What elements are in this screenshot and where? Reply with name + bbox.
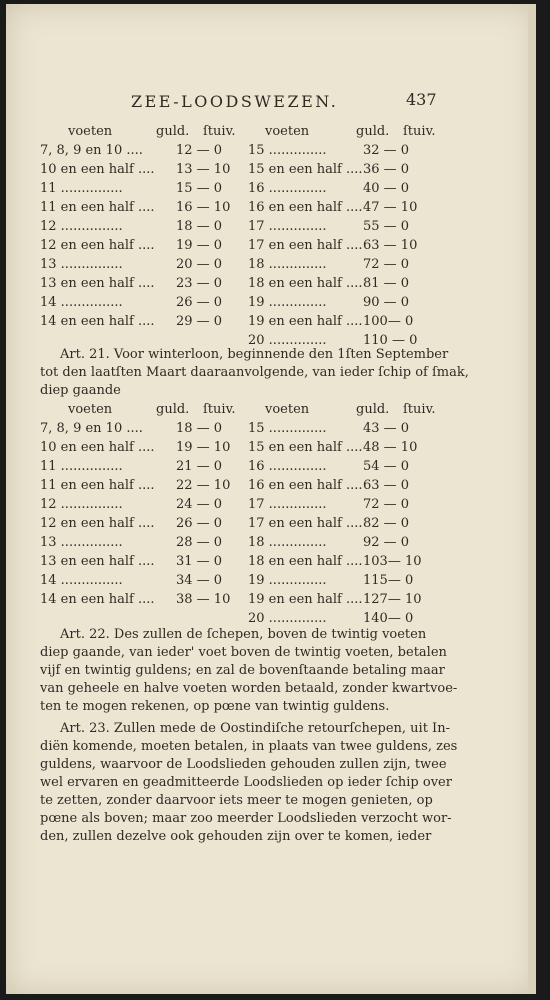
right-depth: 15 .............. — [248, 421, 327, 436]
left-depth: 11 ............... — [40, 181, 123, 196]
right-rate: 36 — 0 — [363, 162, 410, 177]
left-rate: 34 — 0 — [176, 573, 223, 588]
table-row — [40, 554, 470, 573]
right-rate: 47 — 10 — [363, 200, 418, 215]
left-depth: 14 en een half .... — [40, 314, 155, 329]
text-line: diep gaande, van ieder' voet boven de twintig voeten, betalen — [40, 645, 447, 660]
table-row — [40, 478, 470, 497]
right-depth: 19 .............. — [248, 295, 327, 310]
left-rate: 38 — 10 — [176, 592, 231, 607]
left-depth: 13 en een half .... — [40, 554, 155, 569]
right-depth: 20 .............. — [248, 333, 327, 348]
left-depth: 12 en een half .... — [40, 238, 155, 253]
left-rate: 24 — 0 — [176, 497, 223, 512]
right-rate: 100— 0 — [363, 314, 414, 329]
right-depth: 19 en een half .... — [248, 314, 363, 329]
table-row — [40, 162, 470, 181]
right-rate: 72 — 0 — [363, 497, 410, 512]
text-line: pœne als boven; maar zoo meerder Loodslieden verzocht wor- — [40, 811, 452, 826]
right-depth: 17 .............. — [248, 497, 327, 512]
text-line: Art. 21. Voor winterloon, beginnende den 1ſten September — [60, 347, 449, 362]
summer-rate-table — [40, 124, 470, 352]
table-row — [40, 440, 470, 459]
text-line: guldens, waarvoor de Loodslieden gehouden zullen zijn, twee — [40, 757, 447, 772]
col-header-guld: guld. — [356, 124, 390, 139]
left-rate: 12 — 0 — [176, 143, 223, 158]
table-row — [40, 238, 470, 257]
text-line: te zetten, zonder daarvoor iets meer te mogen genieten, op — [40, 793, 433, 808]
left-depth: 14 ............... — [40, 573, 123, 588]
right-rate: 55 — 0 — [363, 219, 410, 234]
left-depth: 14 en een half .... — [40, 592, 155, 607]
left-rate: 19 — 0 — [176, 238, 223, 253]
left-rate: 22 — 10 — [176, 478, 231, 493]
right-rate: 63 — 0 — [363, 478, 410, 493]
table-row — [40, 497, 470, 516]
left-rate: 15 — 0 — [176, 181, 223, 196]
right-rate: 103— 10 — [363, 554, 422, 569]
table-row — [40, 143, 470, 162]
right-depth: 19 en een half .... — [248, 592, 363, 607]
col-header-stuiv: ſtuiv. — [203, 124, 236, 139]
left-depth: 7, 8, 9 en 10 .... — [40, 143, 143, 158]
article-21 — [40, 346, 469, 400]
left-rate: 18 — 0 — [176, 421, 223, 436]
left-rate: 13 — 10 — [176, 162, 231, 177]
text-line: diën komende, moeten betalen, in plaats van twee guldens, zes — [40, 739, 458, 754]
left-rate: 19 — 10 — [176, 440, 231, 455]
table-header-row — [40, 124, 470, 143]
table-row — [40, 200, 470, 219]
left-depth: 10 en een half .... — [40, 440, 155, 455]
left-rate: 16 — 10 — [176, 200, 231, 215]
left-depth: 13 en een half .... — [40, 276, 155, 291]
right-depth: 17 en een half .... — [248, 238, 363, 253]
right-rate: 43 — 0 — [363, 421, 410, 436]
table-row — [40, 535, 470, 554]
table-row — [40, 181, 470, 200]
left-rate: 20 — 0 — [176, 257, 223, 272]
right-depth: 19 .............. — [248, 573, 327, 588]
right-depth: 16 en een half .... — [248, 200, 363, 215]
right-depth: 20 .............. — [248, 611, 327, 626]
left-rate: 21 — 0 — [176, 459, 223, 474]
left-depth: 12 en een half .... — [40, 516, 155, 531]
page-edge — [528, 4, 536, 994]
right-rate: 81 — 0 — [363, 276, 410, 291]
right-depth: 15 en een half .... — [248, 440, 363, 455]
page-number: 437 — [406, 90, 437, 109]
right-depth: 18 en een half .... — [248, 554, 363, 569]
table-header-row — [40, 402, 470, 421]
right-rate: 72 — 0 — [363, 257, 410, 272]
left-depth: 7, 8, 9 en 10 .... — [40, 421, 143, 436]
right-depth: 18 .............. — [248, 257, 327, 272]
col-header-stuiv: ſtuiv. — [403, 124, 436, 139]
table-row — [40, 314, 470, 333]
right-rate: 127— 10 — [363, 592, 422, 607]
right-depth: 16 .............. — [248, 181, 327, 196]
table-row — [40, 573, 470, 592]
left-depth: 10 en een half .... — [40, 162, 155, 177]
table-row — [40, 276, 470, 295]
left-depth: 12 ............... — [40, 219, 123, 234]
right-rate: 54 — 0 — [363, 459, 410, 474]
right-depth: 18 .............. — [248, 535, 327, 550]
col-header-guld: guld. — [156, 124, 190, 139]
table-row — [40, 219, 470, 238]
right-depth: 16 .............. — [248, 459, 327, 474]
table-row — [40, 421, 470, 440]
table-row — [40, 459, 470, 478]
left-rate: 23 — 0 — [176, 276, 223, 291]
col-header-stuiv: ſtuiv. — [403, 402, 436, 417]
col-header-guld: guld. — [356, 402, 390, 417]
right-rate: 92 — 0 — [363, 535, 410, 550]
right-rate: 63 — 10 — [363, 238, 418, 253]
text-line: tot den laatſten Maart daaraanvolgende, van ieder ſchip of ſmak, — [40, 365, 469, 380]
left-depth: 13 ............... — [40, 257, 123, 272]
winter-rate-table — [40, 402, 470, 630]
table-row — [40, 516, 470, 535]
left-depth: 12 ............... — [40, 497, 123, 512]
book-page — [6, 4, 536, 994]
right-rate: 40 — 0 — [363, 181, 410, 196]
col-header-guld: guld. — [156, 402, 190, 417]
left-rate: 31 — 0 — [176, 554, 223, 569]
left-depth: 13 ............... — [40, 535, 123, 550]
article-22 — [40, 626, 458, 716]
right-rate: 110 — 0 — [363, 333, 418, 348]
right-rate: 82 — 0 — [363, 516, 410, 531]
text-line: Art. 23. Zullen mede de Oostindiſche retourſchepen, uit In- — [60, 721, 450, 736]
text-line: ten te mogen rekenen, op pœne van twintig guldens. — [40, 699, 390, 714]
table-row — [40, 257, 470, 276]
text-line: diep gaande — [40, 383, 121, 398]
table-row — [40, 592, 470, 611]
table-row — [40, 295, 470, 314]
right-depth: 15 .............. — [248, 143, 327, 158]
text-line: den, zullen dezelve ook gehouden zijn over te komen, ieder — [40, 829, 432, 844]
right-depth: 18 en een half .... — [248, 276, 363, 291]
left-depth: 11 en een half .... — [40, 478, 155, 493]
col-header-voeten: voeten — [265, 124, 310, 139]
text-line: vijf en twintig guldens; en zal de bovenſtaande betaling maar — [40, 663, 445, 678]
right-depth: 17 .............. — [248, 219, 327, 234]
col-header-voeten: voeten — [265, 402, 310, 417]
left-depth: 14 ............... — [40, 295, 123, 310]
text-line: Art. 22. Des zullen de ſchepen, boven de twintig voeten — [60, 627, 427, 642]
right-depth: 16 en een half .... — [248, 478, 363, 493]
left-rate: 28 — 0 — [176, 535, 223, 550]
right-rate: 48 — 10 — [363, 440, 418, 455]
col-header-voeten: voeten — [68, 124, 113, 139]
col-header-stuiv: ſtuiv. — [203, 402, 236, 417]
right-depth: 17 en een half .... — [248, 516, 363, 531]
right-rate: 32 — 0 — [363, 143, 410, 158]
text-line: wel ervaren en geadmitteerde Loodslieden op ieder ſchip over — [40, 775, 452, 790]
left-rate: 26 — 0 — [176, 516, 223, 531]
right-rate: 90 — 0 — [363, 295, 410, 310]
left-rate: 29 — 0 — [176, 314, 223, 329]
left-depth: 11 en een half .... — [40, 200, 155, 215]
right-depth: 15 en een half .... — [248, 162, 363, 177]
right-rate: 140— 0 — [363, 611, 414, 626]
left-depth: 11 ............... — [40, 459, 123, 474]
col-header-voeten: voeten — [68, 402, 113, 417]
right-rate: 115— 0 — [363, 573, 414, 588]
left-rate: 26 — 0 — [176, 295, 223, 310]
article-23 — [40, 720, 458, 846]
text-line: van geheele en halve voeten worden betaald, zonder kwartvoe- — [40, 681, 458, 696]
running-head-title: ZEE-LOODSWEZEN. — [131, 92, 339, 111]
left-rate: 18 — 0 — [176, 219, 223, 234]
